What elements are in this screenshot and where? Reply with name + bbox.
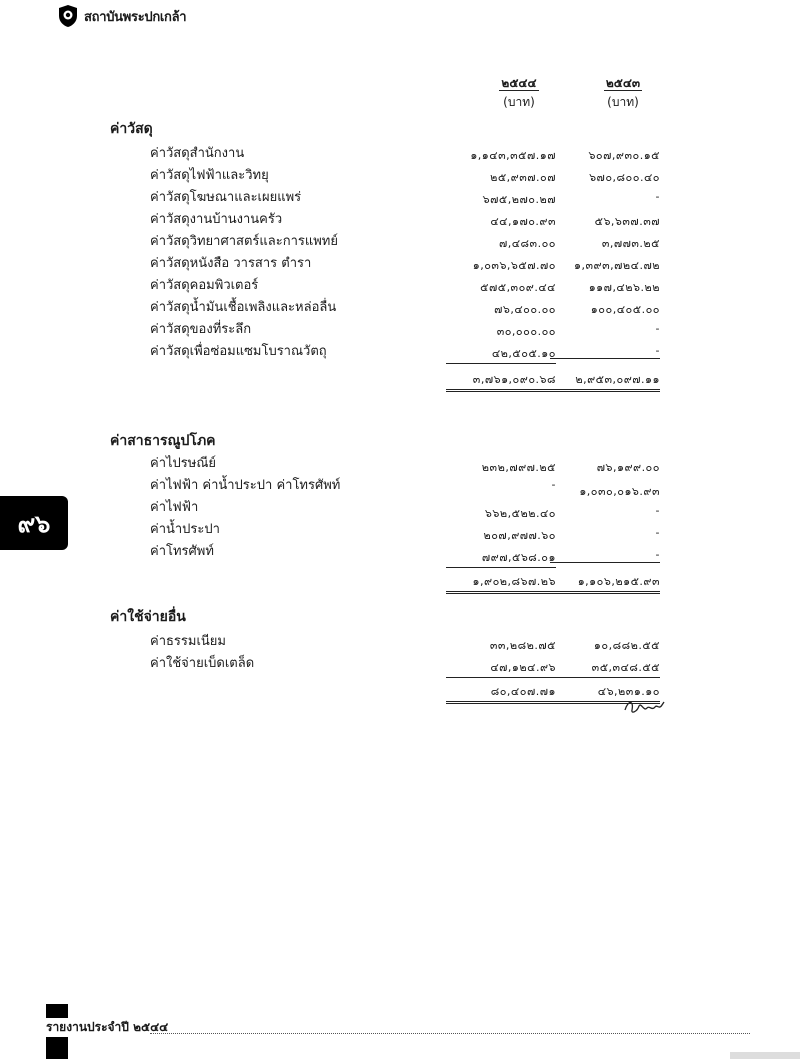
row-label: ค่าธรรมเนียม bbox=[150, 634, 226, 649]
row-label: ค่าไฟฟ้า ค่าน้ำประปา ค่าโทรศัพท์ bbox=[150, 478, 341, 493]
section-total-2543: ๒,๙๕๓,๐๙๗.๑๑ bbox=[550, 370, 660, 392]
institute-logo-icon bbox=[58, 4, 78, 28]
row-label: ค่าวัสดุงานบ้านงานครัว bbox=[150, 212, 283, 227]
row-label: ค่าน้ำประปา bbox=[150, 522, 220, 537]
column-header-2544 bbox=[474, 76, 564, 109]
row-label: ค่าวัสดุโฆษณาและเผยแพร่ bbox=[150, 190, 302, 205]
footer-report-title: รายงานประจำปี ๒๕๔๔ bbox=[46, 1018, 170, 1037]
section-total-2543: ๑,๑๐๖,๒๑๕.๙๓ bbox=[550, 572, 660, 594]
row-value-2543: ๖๗๐,๘๐๐.๔๐ bbox=[589, 171, 660, 184]
row-value-2543: - bbox=[655, 504, 660, 517]
row-value-2543: ๓๕,๓๔๘.๕๕ bbox=[550, 658, 660, 678]
row-value-2543: ๑๐๐,๔๐๕.๐๐ bbox=[590, 303, 660, 316]
row-value-2544: ๑,๑๔๓,๓๕๗.๑๗ bbox=[470, 149, 556, 162]
row-value-2543: - bbox=[550, 344, 660, 359]
row-label: ค่าวัสดุสำนักงาน bbox=[150, 146, 245, 161]
row-value-2544: ๗๙๗,๕๖๘.๐๑ bbox=[446, 548, 556, 568]
row-value-2543: ๑,๓๙๓,๗๒๔.๗๒ bbox=[574, 259, 660, 272]
row-value-2544: ๑,๐๓๖,๖๕๗.๗๐ bbox=[472, 259, 556, 272]
row-value-2543: ๑,๐๓๐,๐๑๖.๙๓ bbox=[579, 485, 660, 498]
row-value-2544: ๖๖๒,๕๒๒.๔๐ bbox=[484, 507, 556, 520]
section-title-other-expenses: ค่าใช้จ่ายอื่น bbox=[110, 609, 186, 625]
row-value-2544: ๖๗๕,๒๗๐.๒๗ bbox=[482, 193, 556, 206]
row-value-2543: ๗๖,๑๙๙.๐๐ bbox=[596, 461, 660, 474]
row-value-2544: ๗๖,๔๐๐.๐๐ bbox=[494, 303, 556, 316]
row-label: ค่าไปรษณีย์ bbox=[150, 456, 217, 471]
row-value-2543: - bbox=[655, 190, 660, 203]
row-value-2544: ๔๒,๕๐๕.๑๐ bbox=[446, 344, 556, 364]
row-label: ค่าวัสดุวิทยาศาสตร์และการแพทย์ bbox=[150, 234, 338, 249]
row-label: ค่าวัสดุไฟฟ้าและวิทยุ bbox=[150, 168, 269, 183]
row-value-2543: - bbox=[655, 526, 660, 539]
row-value-2544: ๒๐๗,๙๗๗.๖๐ bbox=[483, 529, 556, 542]
row-value-2543: ๑๐,๘๘๒.๕๕ bbox=[593, 639, 660, 652]
row-value-2544: ๓๐,๐๐๐.๐๐ bbox=[496, 325, 556, 338]
column-unit: (บาท) bbox=[503, 95, 535, 109]
row-value-2544: ๕๗๕,๓๐๙.๔๔ bbox=[480, 281, 556, 294]
page-number-tab: ๙๖ bbox=[0, 496, 68, 550]
section-title-utilities: ค่าสาธารณูปโภค bbox=[110, 433, 216, 449]
row-label: ค่าใช้จ่ายเบ็ดเตล็ด bbox=[150, 656, 255, 671]
section-total-2544: ๘๐,๔๐๗.๗๑ bbox=[446, 682, 556, 704]
page-corner-shade bbox=[730, 1052, 800, 1059]
column-year: ๒๕๔๓ bbox=[605, 76, 641, 90]
row-value-2544: ๒๕,๙๓๗.๐๗ bbox=[490, 171, 556, 184]
row-value-2543: ๓,๗๗๓.๒๕ bbox=[601, 237, 660, 250]
section-total-2543: ๔๖,๒๓๑.๑๐ bbox=[550, 682, 660, 704]
row-value-2544: - bbox=[551, 478, 556, 491]
handwritten-initials-icon bbox=[622, 696, 668, 716]
section-total-2544: ๑,๙๐๒,๘๖๗.๒๖ bbox=[446, 572, 556, 594]
row-value-2544: ๗,๔๘๓.๐๐ bbox=[498, 237, 556, 250]
row-label: ค่าโทรศัพท์ bbox=[150, 544, 214, 559]
row-value-2543: - bbox=[550, 548, 660, 563]
row-value-2544: ๓๓,๒๘๒.๗๕ bbox=[489, 639, 556, 652]
header-title: สถาบันพระปกเกล้า bbox=[84, 10, 187, 25]
column-unit: (บาท) bbox=[607, 95, 639, 109]
row-value-2544: ๔๗,๑๒๔.๙๖ bbox=[446, 658, 556, 678]
row-value-2543: - bbox=[655, 322, 660, 335]
row-label: ค่าวัสดุหนังสือ วารสาร ตำรา bbox=[150, 256, 312, 271]
row-value-2544: ๒๓๒,๗๙๗.๒๕ bbox=[481, 461, 556, 474]
row-value-2543: ๖๐๗,๙๓๐.๑๕ bbox=[588, 149, 660, 162]
footer-divider bbox=[150, 1033, 750, 1034]
row-value-2543: ๕๖,๖๓๗.๓๗ bbox=[594, 215, 660, 228]
column-year: ๒๕๔๔ bbox=[501, 76, 537, 90]
section-title-supplies: ค่าวัสดุ bbox=[110, 121, 153, 137]
row-value-2543: ๑๑๗,๔๒๖.๒๒ bbox=[588, 281, 660, 294]
row-label: ค่าไฟฟ้า bbox=[150, 500, 199, 515]
row-label: ค่าวัสดุคอมพิวเตอร์ bbox=[150, 278, 259, 293]
row-label: ค่าวัสดุเพื่อซ่อมแซมโบราณวัตถุ bbox=[150, 344, 327, 359]
column-header-2543 bbox=[578, 76, 668, 109]
row-value-2544: ๔๔,๑๗๐.๙๓ bbox=[490, 215, 556, 228]
section-total-2544: ๓,๗๖๑,๐๙๐.๖๘ bbox=[446, 370, 556, 392]
row-label: ค่าวัสดุของที่ระลึก bbox=[150, 322, 252, 337]
row-label: ค่าวัสดุน้ำมันเชื้อเพลิงและหล่อลื่น bbox=[150, 300, 337, 315]
